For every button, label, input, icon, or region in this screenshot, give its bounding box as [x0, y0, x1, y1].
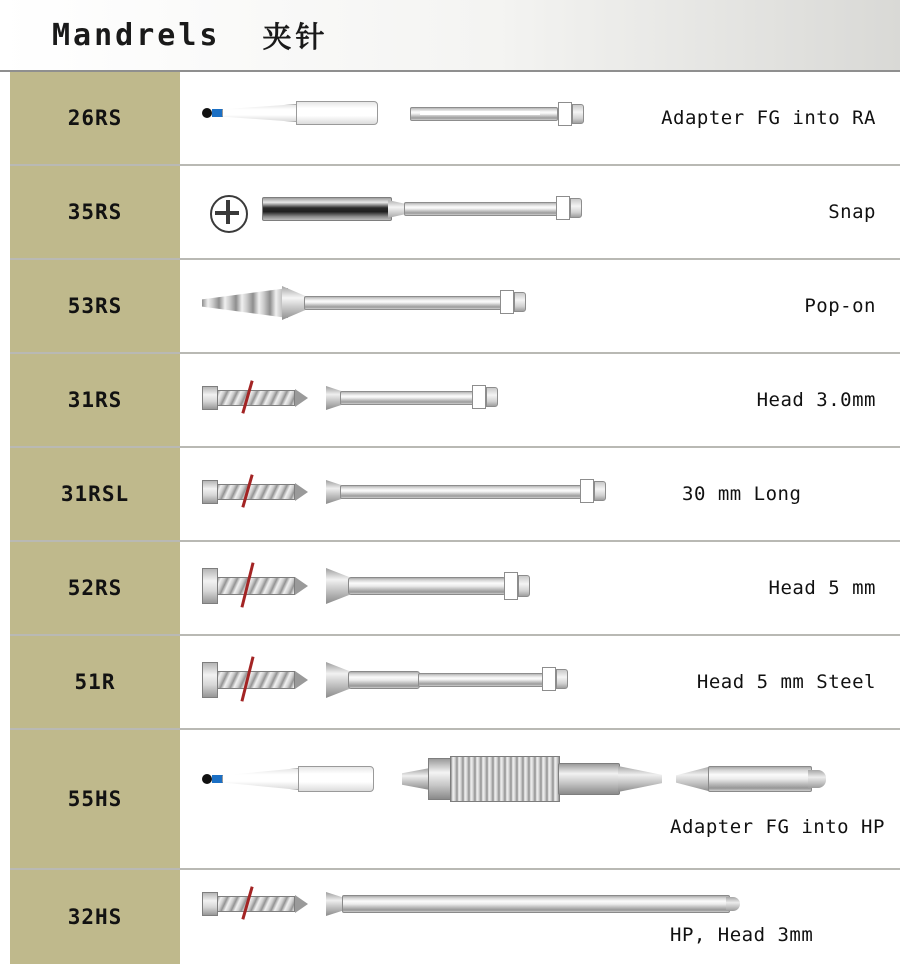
product-content: [182, 166, 900, 258]
mandrel-shank: [340, 391, 474, 405]
product-code: 52RS: [10, 542, 182, 634]
mandrel-shank: [418, 673, 544, 687]
product-description: Head 3.0mm: [756, 389, 876, 411]
hp-shank: [708, 766, 812, 792]
latch-notch: [558, 102, 572, 126]
hp-shank-taper: [676, 766, 712, 792]
screw-thread: [217, 484, 295, 500]
product-code: 35RS: [10, 166, 182, 258]
screw-thread: [217, 577, 295, 595]
product-content: [182, 636, 900, 728]
mandrel-shank: [404, 202, 558, 216]
latch-notch: [580, 479, 594, 503]
screw-tip-arrow: [295, 483, 308, 501]
product-code: 32HS: [10, 870, 182, 964]
table-row[interactable]: [10, 166, 900, 260]
bur-shaft: [222, 768, 300, 790]
product-content: [182, 448, 900, 540]
mandrel-shank-long: [340, 485, 582, 499]
product-illustration: [198, 636, 628, 728]
table-row[interactable]: [10, 72, 900, 166]
screw-tip-arrow: [295, 895, 308, 913]
latch-notch: [472, 385, 486, 409]
latch-notch: [500, 290, 514, 314]
product-code: 51R: [10, 636, 182, 728]
pop-on-collar: [282, 286, 306, 320]
screw-head: [202, 892, 218, 916]
product-content: [182, 730, 900, 868]
bur-blue-band: [212, 775, 223, 783]
product-content: [182, 260, 900, 352]
adapter-cone: [428, 758, 452, 800]
adapter-knurled-grip: [450, 756, 560, 802]
mandrel-head: [326, 568, 350, 604]
product-description: HP, Head 3mm: [670, 924, 814, 946]
page-title: Mandrels: [52, 17, 221, 53]
screw-tip-arrow: [295, 577, 308, 595]
product-illustration: [198, 542, 628, 634]
latch-end: [572, 104, 584, 124]
product-illustration: [198, 870, 818, 964]
latch-end: [594, 481, 606, 501]
latch-end: [518, 575, 530, 597]
pop-on-barbs: [202, 288, 288, 318]
screw-tip-arrow: [295, 671, 308, 689]
adapter-taper: [402, 768, 430, 790]
product-content: [182, 354, 900, 446]
screw-head: [202, 386, 218, 410]
product-illustration: [198, 448, 668, 540]
product-table: [0, 72, 900, 964]
product-description: Snap: [828, 201, 876, 223]
product-illustration: [198, 730, 898, 868]
screw-thread: [217, 390, 295, 406]
product-code: 31RSL: [10, 448, 182, 540]
hp-shank-long: [342, 895, 730, 913]
mandrel-shank-thick: [348, 671, 420, 689]
screw-head: [202, 568, 218, 604]
table-row[interactable]: [10, 354, 900, 448]
product-description: Adapter FG into RA: [661, 107, 876, 129]
table-row[interactable]: [10, 448, 900, 542]
hp-shank-end: [726, 897, 740, 911]
screw-tip-arrow: [295, 389, 308, 407]
product-description: Adapter FG into HP: [670, 816, 885, 838]
product-illustration: [198, 354, 628, 446]
latch-notch: [556, 196, 570, 220]
latch-end: [486, 387, 498, 407]
product-content: [182, 870, 900, 964]
adapter-tip-taper: [618, 766, 662, 792]
product-content: [182, 72, 900, 164]
mandrel-highlight: [420, 111, 540, 115]
product-illustration: [198, 166, 628, 258]
latch-end: [570, 198, 582, 218]
page-header: [0, 0, 900, 72]
snap-disc-icon: [210, 195, 248, 233]
product-description: Head 5 mm: [768, 577, 876, 599]
product-code: 26RS: [10, 72, 182, 164]
table-row[interactable]: [10, 636, 900, 730]
bur-body: [296, 101, 378, 125]
bur-tip-icon: [202, 774, 212, 784]
table-row[interactable]: [10, 260, 900, 354]
snap-barrel: [262, 197, 392, 221]
screw-head: [202, 662, 218, 698]
latch-end: [514, 292, 526, 312]
bur-tip-icon: [202, 108, 212, 118]
mandrel-shank: [304, 296, 502, 310]
bur-body: [298, 766, 374, 792]
product-code: 55HS: [10, 730, 182, 868]
mandrel-shank: [348, 577, 506, 595]
product-description: 30 mm Long: [682, 483, 802, 505]
product-description: Head 5 mm Steel: [696, 671, 876, 693]
latch-notch: [504, 572, 518, 600]
screw-thread: [217, 896, 295, 912]
product-illustration: [198, 260, 628, 352]
product-illustration: [198, 72, 628, 164]
product-code: 31RS: [10, 354, 182, 446]
table-row[interactable]: [10, 730, 900, 870]
page-title-chinese: 夹针: [262, 19, 329, 54]
mandrel-head: [326, 662, 350, 698]
product-description: Pop-on: [804, 295, 876, 317]
latch-end: [556, 669, 568, 689]
bur-shaft: [222, 104, 298, 122]
product-code: 53RS: [10, 260, 182, 352]
screw-thread: [217, 671, 295, 689]
hp-shank-end: [808, 770, 826, 788]
screw-head: [202, 480, 218, 504]
bur-blue-band: [212, 109, 223, 117]
adapter-collar: [558, 763, 620, 795]
product-content: [182, 542, 900, 634]
table-row[interactable]: [10, 542, 900, 636]
table-row[interactable]: [10, 870, 900, 964]
latch-notch: [542, 667, 556, 691]
